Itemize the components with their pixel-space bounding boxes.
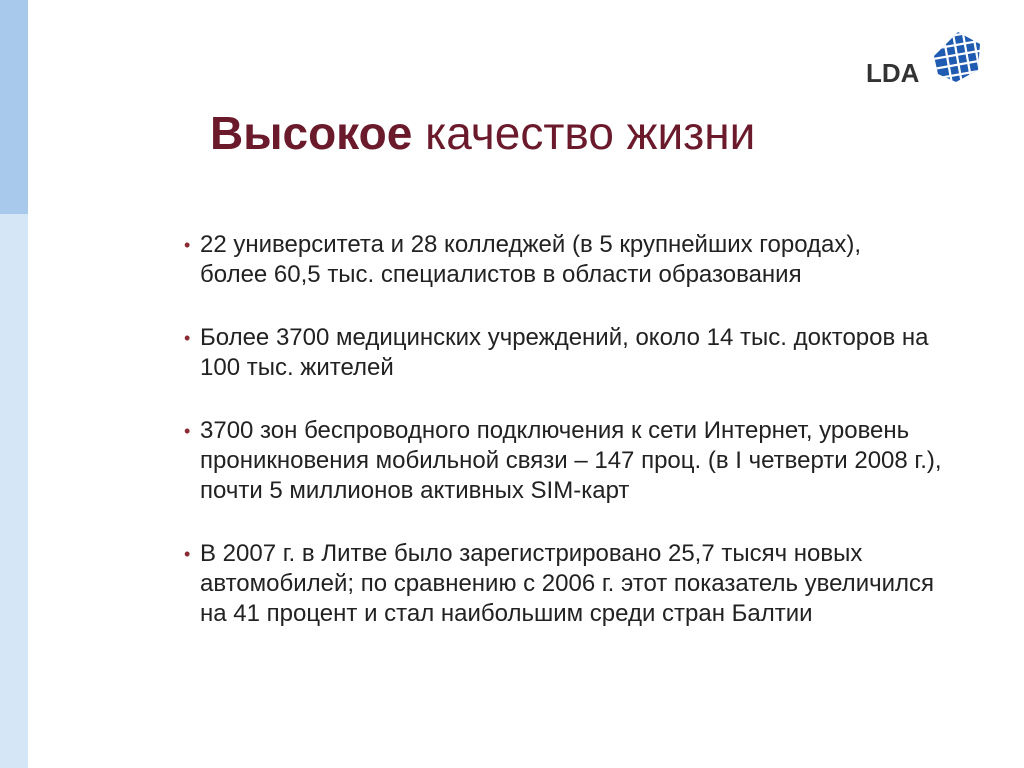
bullet-line: 3700 зон беспроводного подключения к сети Интернет, уровень [200,417,910,444]
bullet-item [184,323,1004,383]
bullet-dot: • [184,235,191,255]
bullet-item [184,416,1004,506]
bullet-line: Более 3700 медицинских учреждений, около 14 тыс. докторов на [200,324,929,351]
bullet-dot: • [184,544,191,564]
bullet-dot: • [184,421,191,441]
bullet-line: 22 университета и 28 колледжей (в 5 крупнейших городах), [200,231,862,258]
bullet-line: почти 5 миллионов активных SIM-карт [200,477,630,504]
bullet-line: на 41 процент и стал наибольшим среди стран Балтии [200,600,813,627]
bullet-line: 100 тыс. жителей [200,354,394,381]
title-bold: Высокое [210,107,413,159]
side-stripe-bottom [0,214,28,768]
logo-text: LDA [866,58,920,88]
title-rest: качество жизни [412,107,756,159]
bullet-dot: • [184,328,191,348]
bullet-item [184,230,1004,290]
bullet-line: автомобилей; по сравнению с 2006 г. этот показатель увеличился [200,570,935,597]
lda-logo [866,28,984,88]
globe-grid-icon [928,28,984,84]
side-stripe-top [0,0,28,214]
bullet-item [184,539,1004,629]
bullet-line: проникновения мобильной связи – 147 проц. (в I четверти 2008 г.), [200,447,942,474]
page-title [210,103,755,163]
bullet-line: В 2007 г. в Литве было зарегистрировано 25,7 тысяч новых [200,540,863,567]
bullet-list [184,230,1004,662]
bullet-line: более 60,5 тыс. специалистов в области образования [200,261,802,288]
